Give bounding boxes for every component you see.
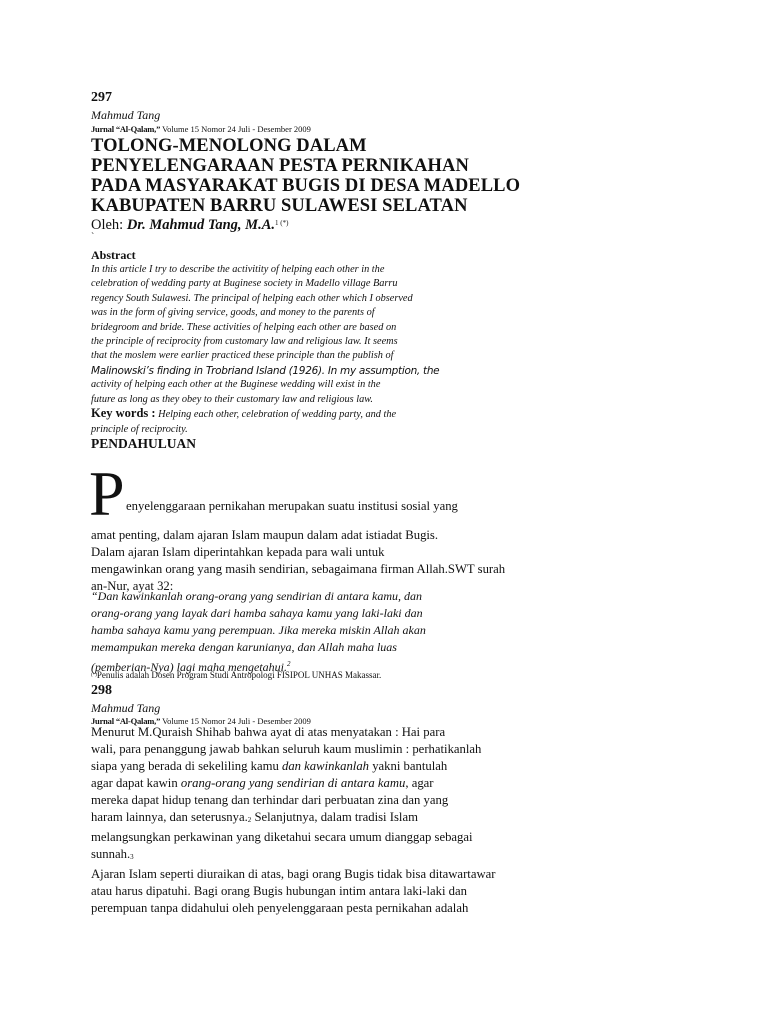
byline [91, 217, 288, 234]
keywords-label: Key words : [91, 406, 156, 420]
body-line: perempuan tanpa didahului oleh penyelenggaraan pesta pernikahan adalah [91, 901, 469, 915]
body-line: wali, para penanggung jawab bahkan seluruh kaum muslimin : perhatikanlah [91, 742, 482, 756]
body-line: siapa yang berada di sekeliling kamu dan kawinkanlah yakni bantulah [91, 759, 448, 773]
body-line: atau harus dipatuhi. Bagi orang Bugis hubungan intim antara laki-laki dan [91, 884, 467, 898]
running-author: Mahmud Tang [91, 701, 161, 715]
abstract-line: the principle of reciprocity from customary law and religious law. It seems [91, 336, 398, 348]
byline-prefix: Oleh: [91, 217, 127, 233]
footnote-text: Penulis adalah Dosen Program Studi Antropologi FISIPOL UNHAS Makassar. [96, 670, 382, 680]
title-line: TOLONG-MENOLONG DALAM [91, 136, 367, 156]
drop-cap: P [89, 458, 125, 529]
abstract-line: bridegroom and bride. These activities of helping each other are based on [91, 321, 397, 333]
abstract-line: regency South Sulawesi. The principal of helping each other which I observed [91, 292, 413, 304]
running-author: Mahmud Tang [91, 108, 161, 122]
journal-header [91, 124, 311, 134]
page-number: 297 [91, 90, 112, 105]
body-line: mereka dapat hidup tenang dan terhindar dari perbuatan zina dan yang [91, 793, 449, 807]
intro-paragraph [91, 527, 505, 595]
body-line: melangsungkan perkawinan yang diketahui secara umum dianggap sebagai [91, 830, 473, 844]
journal-name: Jurnal “Al-Qalam,” [91, 124, 161, 134]
footnote [91, 670, 381, 680]
title-line: PENYELENGARAAN PESTA PERNIKAHAN [91, 156, 469, 176]
title-line: PADA MASYARAKAT BUGIS DI DESA MADELLO [91, 176, 521, 196]
abstract-line: Malinowski’s finding in Trobriand Island (1926). In my assumption, the [91, 364, 440, 377]
abstract-body [91, 263, 439, 407]
quran-quote [91, 588, 426, 676]
article-title [91, 136, 520, 216]
keywords-text: principle of reciprocity. [91, 423, 188, 435]
stray-mark: ` [91, 232, 95, 243]
body-line: sunnah.3 [91, 847, 134, 861]
footnote-ref: 2 [247, 816, 252, 824]
page2-body [91, 724, 495, 917]
section-heading: PENDAHULUAN [91, 436, 197, 451]
footnote-mark: (*) [91, 673, 97, 678]
quote-line: “Dan kawinkanlah orang-orang yang sendirian di antara kamu, dan [91, 589, 422, 603]
body-line: Menurut M.Quraish Shihab bahwa ayat di atas menyatakan : Hai para [91, 725, 446, 739]
body-line: mengawinkan orang yang masih sendirian, sebagaimana firman Allah.SWT surah [91, 562, 506, 576]
abstract-line: activity of helping each other at the Buginese wedding will exist in the [91, 379, 381, 391]
journal-info: Volume 15 Nomor 24 Juli - Desember 2009 [160, 124, 311, 134]
byline-footnote-mark: 1 (*) [275, 219, 289, 227]
body-line: Ajaran Islam seperti diuraikan di atas, bagi orang Bugis tidak bisa ditawartawar [91, 867, 496, 881]
abstract-line: that the moslem were earlier practiced these principle than the publish of [91, 350, 394, 362]
abstract-line: was in the form of giving service, goods, and money to the parents of [91, 307, 375, 319]
intro-first-line: enyelenggaraan pernikahan merupakan suatu institusi sosial yang [126, 499, 458, 513]
abstract-line: In this article I try to describe the activitity of helping each other in the [91, 264, 385, 275]
body-line: amat penting, dalam ajaran Islam maupun dalam adat istiadat Bugis. [91, 528, 439, 542]
journal-name: Jurnal “Al-Qalam,” [91, 716, 161, 726]
abstract-heading: Abstract [91, 248, 136, 262]
quote-line: (pemberian-Nya) lagi maha mengetahui. [91, 660, 287, 674]
abstract-line: celebration of wedding party at Buginese society in Madello village Barru [91, 278, 398, 290]
journal-info: Volume 15 Nomor 24 Juli - Desember 2009 [160, 716, 311, 726]
footnote-ref: 2 [286, 660, 291, 668]
quote-line: memampukan mereka dengan karunianya, dan Allah maha luas [91, 640, 397, 654]
body-line: agar dapat kawin orang-orang yang sendirian di antara kamu, agar [91, 776, 434, 790]
keywords-text: Helping each other, celebration of wedding party, and the [155, 409, 397, 420]
footnote-ref: 3 [130, 853, 134, 861]
title-line: KABUPATEN BARRU SULAWESI SELATAN [91, 196, 468, 216]
quote-line: orang-orang yang layak dari hamba sahaya kamu yang laki-laki dan [91, 606, 423, 620]
quote-line: hamba sahaya kamu yang perempuan. Jika mereka miskin Allah akan [91, 623, 426, 637]
page-number: 298 [91, 683, 112, 698]
body-line: Dalam ajaran Islam diperintahkan kepada para wali untuk [91, 545, 385, 559]
keywords [91, 406, 396, 437]
byline-author: Dr. Mahmud Tang, M.A. [126, 217, 275, 233]
body-line: haram lainnya, dan seterusnya.2 Selanjutnya, dalam tradisi Islam [91, 810, 418, 824]
abstract-line: future as long as they obey to their customary law and religious law. [91, 393, 373, 405]
body-line: an-Nur, ayat 32: [91, 579, 174, 593]
